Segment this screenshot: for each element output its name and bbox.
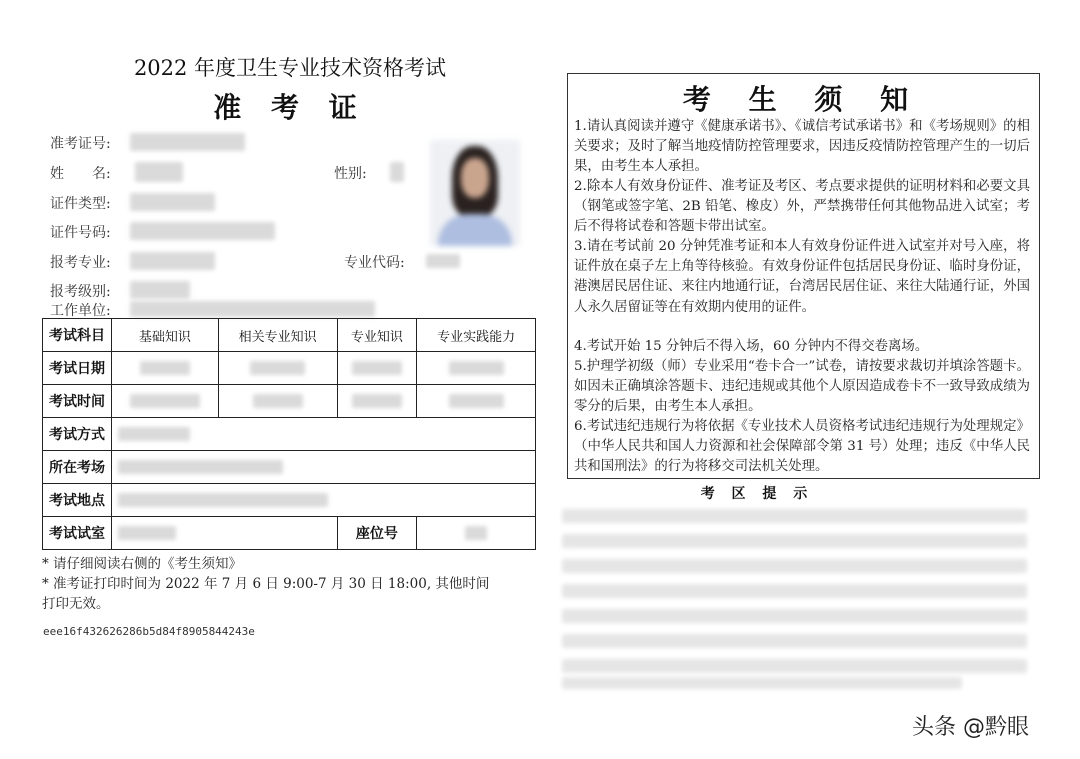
time-header: 考试时间 — [43, 385, 112, 418]
verification-hash: eee16f432626286b5d84f8905844243e — [43, 625, 255, 638]
notice-item-3: 3.请在考试前 20 分钟凭准考证和本人有效身份证件进入试室并对号入座，将证件放在桌子左上角等待核验。有效身份证件包括居民身份证、临时身份证，港澳居民居住证、来往内地通行证，台湾居民居住证、来往大陆通行证，外国人永久居留证等在有效期内使用的证件。 — [574, 239, 1030, 315]
specialty-label: 报考专业: — [50, 255, 111, 271]
table-row — [43, 319, 536, 352]
id-type-label: 证件类型: — [50, 196, 111, 212]
notice-item-1: 1.请认真阅读并遵守《健康承诺书》、《诚信考试承诺书》和《考场规则》的相关要求；及时了解当地疫情防控管理要求，因违反疫情防控管理产生的一切后果，由考生本人承担。 — [574, 119, 1030, 175]
specialty-code-label: 专业代码: — [344, 255, 405, 271]
level-label: 报考级别: — [50, 284, 111, 300]
table-row — [43, 418, 536, 451]
notice-item-4: 4.考试开始 15 分钟后不得入场，60 分钟内不得交卷离场。 — [574, 339, 929, 354]
site-header: 所在考场 — [43, 451, 112, 484]
notice-item-6: 6.考试违纪违规行为将依据《专业技术人员资格考试违纪违规行为处理规定》（中华人民共和国人力资源和社会保障部令第 31 号）处理；违反《中华人民共和国刑法》的行为将移交司法机关处理。 — [574, 419, 1030, 475]
exam-area-tips-title: 考 区 提 示 — [700, 486, 814, 502]
footnote-print-time-cont: 打印无效。 — [42, 596, 110, 612]
location-header: 考试地点 — [43, 484, 112, 517]
room-cell — [112, 517, 338, 550]
method-header: 考试方式 — [43, 418, 112, 451]
table-row — [43, 517, 536, 550]
specialty-code-value-redacted — [426, 254, 460, 268]
id-number-label: 证件号码: — [50, 225, 111, 241]
date-cell — [417, 352, 536, 385]
subject-cell: 相关专业知识 — [218, 319, 337, 352]
time-cell — [337, 385, 417, 418]
subject-cell: 专业实践能力 — [417, 319, 536, 352]
location-cell — [112, 484, 536, 517]
admission-card-title: 准 考 证 — [213, 91, 367, 124]
employer-label: 工作单位: — [50, 303, 111, 319]
ticket-no-label: 准考证号: — [50, 136, 111, 152]
watermark-text: 头条 @黔眼 — [912, 715, 1029, 740]
name-value-redacted — [135, 162, 183, 182]
exam-title: 2022 年度卫生专业技术资格考试 — [133, 56, 447, 80]
name-label: 姓 名: — [50, 166, 111, 182]
id-type-value-redacted — [130, 193, 215, 211]
time-cell — [112, 385, 219, 418]
date-cell — [112, 352, 219, 385]
exam-info-table — [42, 318, 536, 550]
ticket-no-value-redacted — [130, 133, 245, 151]
time-cell — [417, 385, 536, 418]
table-row — [43, 451, 536, 484]
candidate-photo — [430, 140, 520, 246]
footnote-print-time: * 准考证打印时间为 2022 年 7 月 6 日 9:00-7 月 30 日 18:00, 其他时间 — [42, 576, 490, 592]
table-row — [43, 484, 536, 517]
subject-header: 考试科目 — [43, 319, 112, 352]
table-row — [43, 352, 536, 385]
date-cell — [218, 352, 337, 385]
exam-area-tips-redacted — [562, 505, 1032, 690]
time-cell — [218, 385, 337, 418]
table-row — [43, 385, 536, 418]
level-value-redacted — [130, 281, 190, 299]
seat-cell — [417, 517, 536, 550]
notice-item-5: 5.护理学初级（师）专业采用“卷卡合一”试卷，请按要求裁切并填涂答题卡。如因未正确填涂答题卡、违纪违规或其他个人原因造成卷卡不一致导致成绩为零分的后果，由考生本人承担。 — [574, 359, 1030, 415]
gender-value-redacted — [390, 162, 404, 182]
subject-cell: 基础知识 — [112, 319, 219, 352]
notice-title: 考 生 须 知 — [682, 83, 923, 116]
footnote-read-notice: * 请仔细阅读右侧的《考生须知》 — [42, 556, 243, 572]
id-number-value-redacted — [130, 222, 275, 240]
subject-cell: 专业知识 — [337, 319, 417, 352]
date-header: 考试日期 — [43, 352, 112, 385]
notice-item-2: 2.除本人有效身份证件、准考证及考区、考点要求提供的证明材料和必要文具（钢笔或签字笔、2B 铅笔、橡皮）外，严禁携带任何其他物品进入试室；考后不得将试卷和答题卡带出试室。 — [574, 179, 1030, 235]
method-cell — [112, 418, 536, 451]
site-cell — [112, 451, 536, 484]
employer-value-redacted — [130, 301, 375, 317]
room-header: 考试试室 — [43, 517, 112, 550]
gender-label: 性别: — [334, 166, 367, 182]
specialty-value-redacted — [130, 252, 215, 270]
seat-header: 座位号 — [337, 517, 417, 550]
date-cell — [337, 352, 417, 385]
